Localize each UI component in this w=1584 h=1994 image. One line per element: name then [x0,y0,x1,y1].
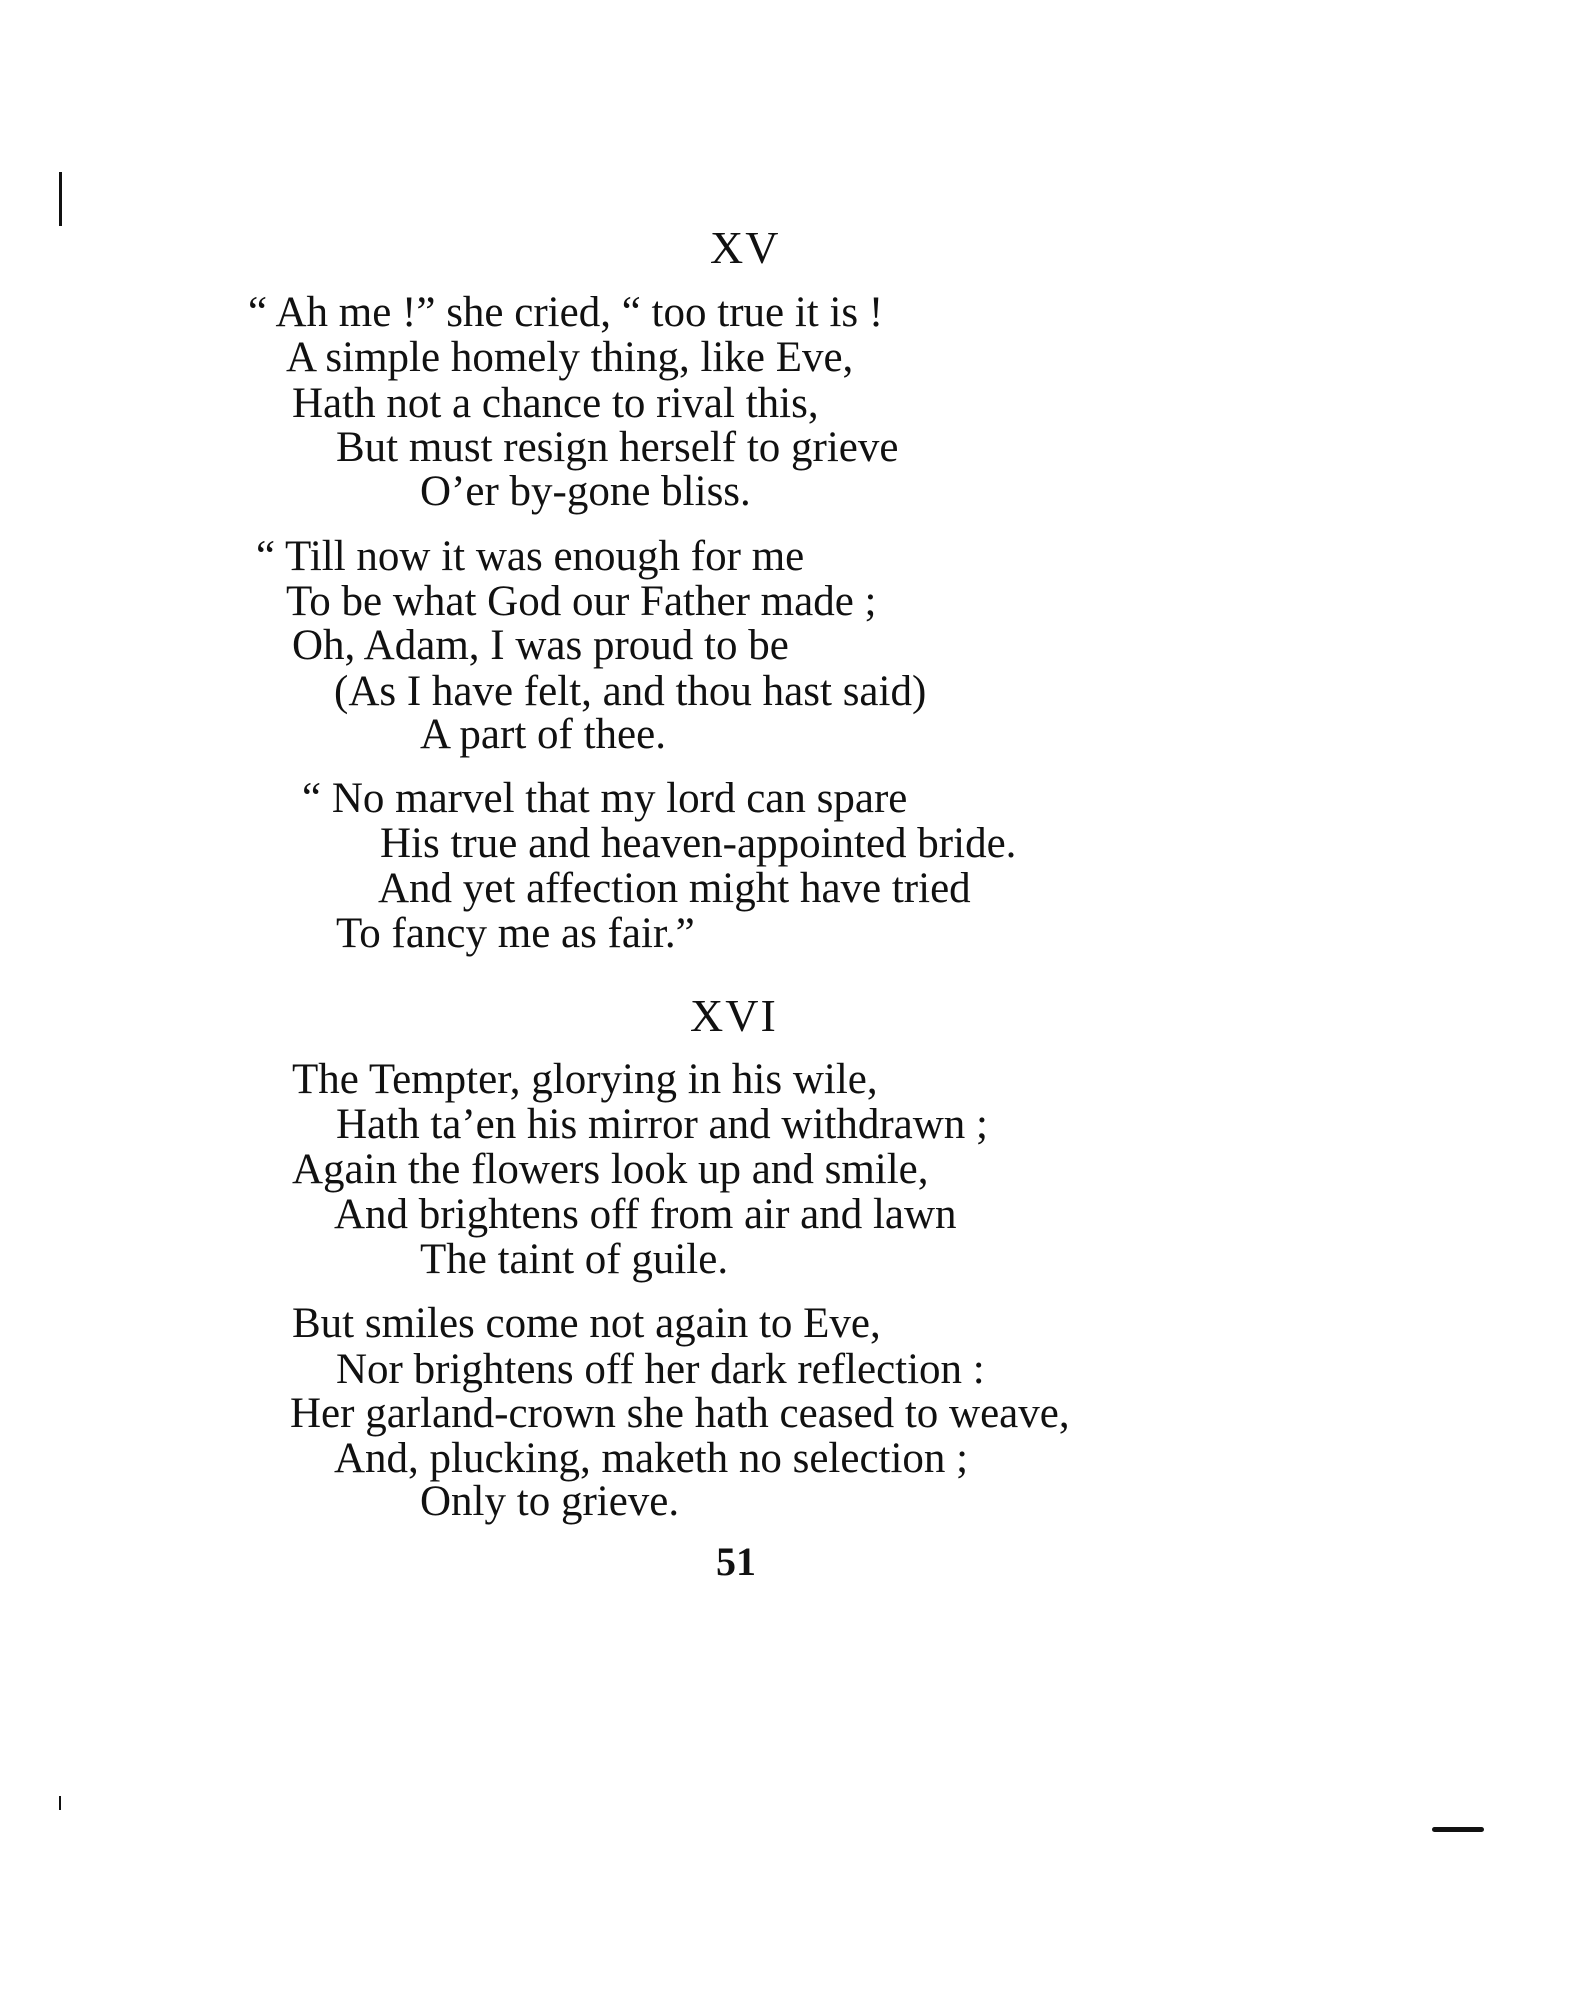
poem-line: O’er by-gone bliss. [420,468,751,515]
poem-line: A part of thee. [420,711,666,758]
poem-line: The taint of guile. [420,1236,729,1283]
poem-line: But smiles come not again to Eve, [292,1300,881,1347]
poem-line: A simple homely thing, like Eve, [286,334,854,381]
poem-line: And yet affection might have tried [378,865,971,912]
poem-line: His true and heaven-appointed bride. [380,820,1017,867]
poem-line: To be what God our Father made ; [286,578,877,625]
scan-edge-mark [59,172,62,226]
poem-line: Hath ta’en his mirror and withdrawn ; [336,1101,988,1148]
poem-line: Again the flowers look up and smile, [292,1146,929,1193]
poem-line: And brightens off from air and lawn [334,1191,957,1238]
poem-line: “ Till now it was enough for me [256,533,805,580]
poem-line: Only to grieve. [420,1478,680,1525]
poem-line: The Tempter, glorying in his wile, [292,1056,878,1103]
poem-line: (As I have felt, and thou hast said) [334,668,927,715]
poem-line: And, plucking, maketh no selection ; [334,1435,969,1482]
poem-line: Hath not a chance to rival this, [292,380,819,427]
poem-line: Oh, Adam, I was proud to be [292,622,789,669]
poem-line: To fancy me as fair.” [336,910,695,957]
scan-edge-mark [59,1796,61,1810]
section-heading-xv: XV [710,222,781,273]
scan-dash-mark [1432,1827,1484,1832]
page-number: 51 [716,1539,756,1584]
poem-line: “ No marvel that my lord can spare [302,775,908,822]
poem-line: But must resign herself to grieve [336,424,899,471]
poem-line: Nor brightens off her dark reflection : [336,1346,985,1393]
section-heading-xvi: XVI [690,990,778,1041]
poem-line: “ Ah me !” she cried, “ too true it is ! [248,289,884,336]
poem-line: Her garland-crown she hath ceased to weave, [290,1390,1070,1437]
